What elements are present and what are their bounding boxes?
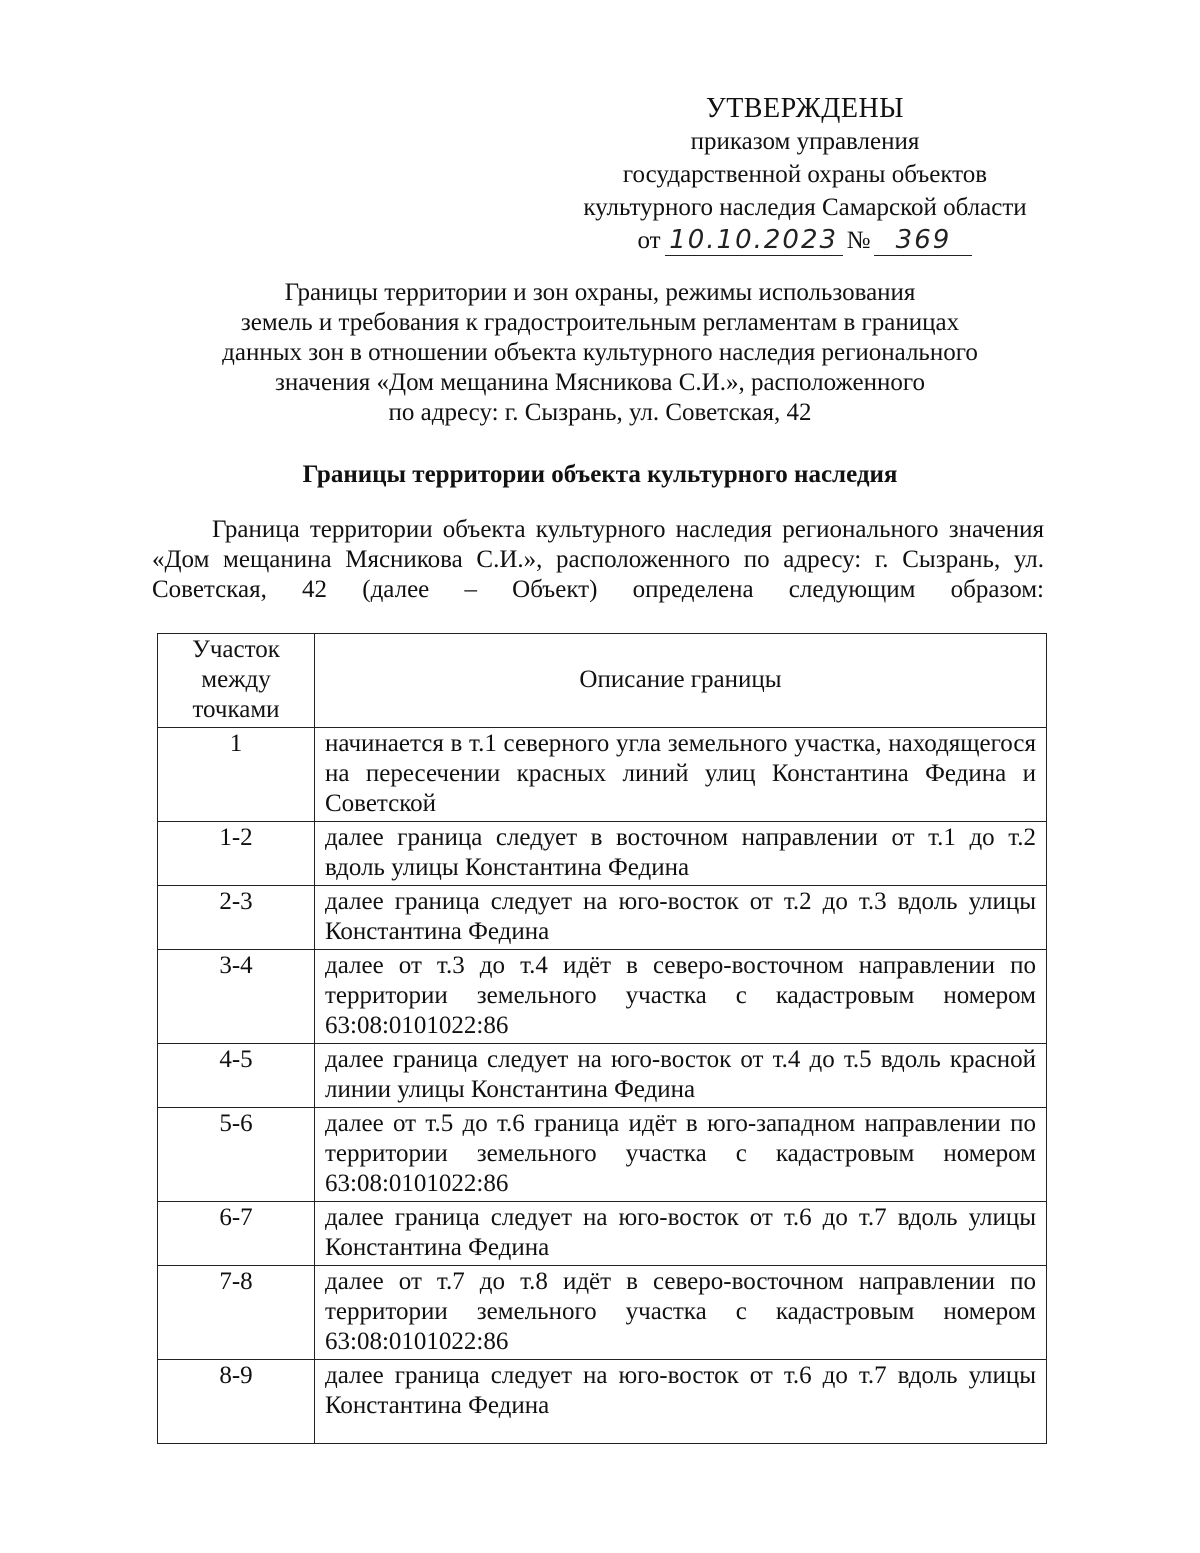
segment-cell: 4-5 [158,1044,315,1108]
table-row [158,950,1047,1044]
table-row [158,1360,1047,1444]
document-title-line-1: Границы территории и зон охраны, режимы использования [284,279,916,306]
document-title-line-4: значения «Дом мещанина Мясникова С.И.», расположенного [275,369,925,396]
document-title-line-5: по адресу: г. Сызрань, ул. Советская, 42 [388,399,812,426]
description-cell: начинается в т.1 северного угла земельного участка, находящегося на пересечении красных линий улиц Константина Федина и Советской [315,728,1047,822]
approval-date-line [560,224,1050,257]
table-row [158,728,1047,822]
segment-cell: 1 [158,728,315,822]
segment-cell: 3-4 [158,950,315,1044]
table-row [158,1266,1047,1360]
description-cell: далее граница следует в восточном направлении от т.1 до т.2 вдоль улицы Константина Федина [315,822,1047,886]
description-cell: далее граница следует на юго-восток от т.2 до т.3 вдоль улицы Константина Федина [315,886,1047,950]
segment-cell: 1-2 [158,822,315,886]
description-cell: далее от т.5 до т.6 граница идёт в юго-западном направлении по территории земельного участка с кадастровым номером 63:08:0101022:86 [315,1108,1047,1202]
table-row [158,1202,1047,1266]
description-cell: далее граница следует на юго-восток от т.6 до т.7 вдоль улицы Константина Федина [315,1202,1047,1266]
header-description: Описание границы [315,634,1047,728]
segment-cell: 6-7 [158,1202,315,1266]
intro-paragraph: Граница территории объекта культурного наследия регионального значения «Дом мещанина Мясникова С.И.», расположенного по адресу: г. Сызрань, ул. Советская, 42 (далее – Объект) определена следующим образом: [152,516,1044,603]
section-heading: Границы территории объекта культурного наследия [302,461,898,488]
segment-cell: 2-3 [158,886,315,950]
description-cell: далее от т.3 до т.4 идёт в северо-восточном направлении по территории земельного участка с кадастровым номером 63:08:0101022:86 [315,950,1047,1044]
approval-stamp [560,92,1050,257]
table-row [158,822,1047,886]
document-title-line-3: данных зон в отношении объекта культурного наследия регионального [222,339,978,366]
approval-line-3: культурного наследия Самарской области [583,194,1027,221]
approval-title: УТВЕРЖДЕНЫ [705,93,905,124]
document-title-line-2: земель и требования к градостроительным регламентам в границах [240,309,960,336]
table-header-row [158,634,1047,728]
description-cell: далее граница следует на юго-восток от т.6 до т.7 вдоль улицы Константина Федина [315,1360,1047,1444]
handwritten-order-number: 369 [874,225,972,256]
segment-cell: 7-8 [158,1266,315,1360]
boundary-table [157,633,1047,1444]
header-segment: Участок между точками [158,634,315,728]
description-cell: далее граница следует на юго-восток от т.4 до т.5 вдоль красной линии улицы Константина Федина [315,1044,1047,1108]
date-prefix: от [637,227,661,254]
table-row [158,1044,1047,1108]
number-prefix: № [846,227,871,254]
table-row [158,1108,1047,1202]
table-row [158,886,1047,950]
document-title [150,278,1050,428]
handwritten-date: 10.10.2023 [665,225,843,256]
description-cell: далее от т.7 до т.8 идёт в северо-восточном направлении по территории земельного участка с кадастровым номером 63:08:0101022:86 [315,1266,1047,1360]
segment-cell: 5-6 [158,1108,315,1202]
segment-cell: 8-9 [158,1360,315,1444]
approval-line-1: приказом управления [690,128,920,155]
approval-line-2: государственной охраны объектов [622,161,988,188]
